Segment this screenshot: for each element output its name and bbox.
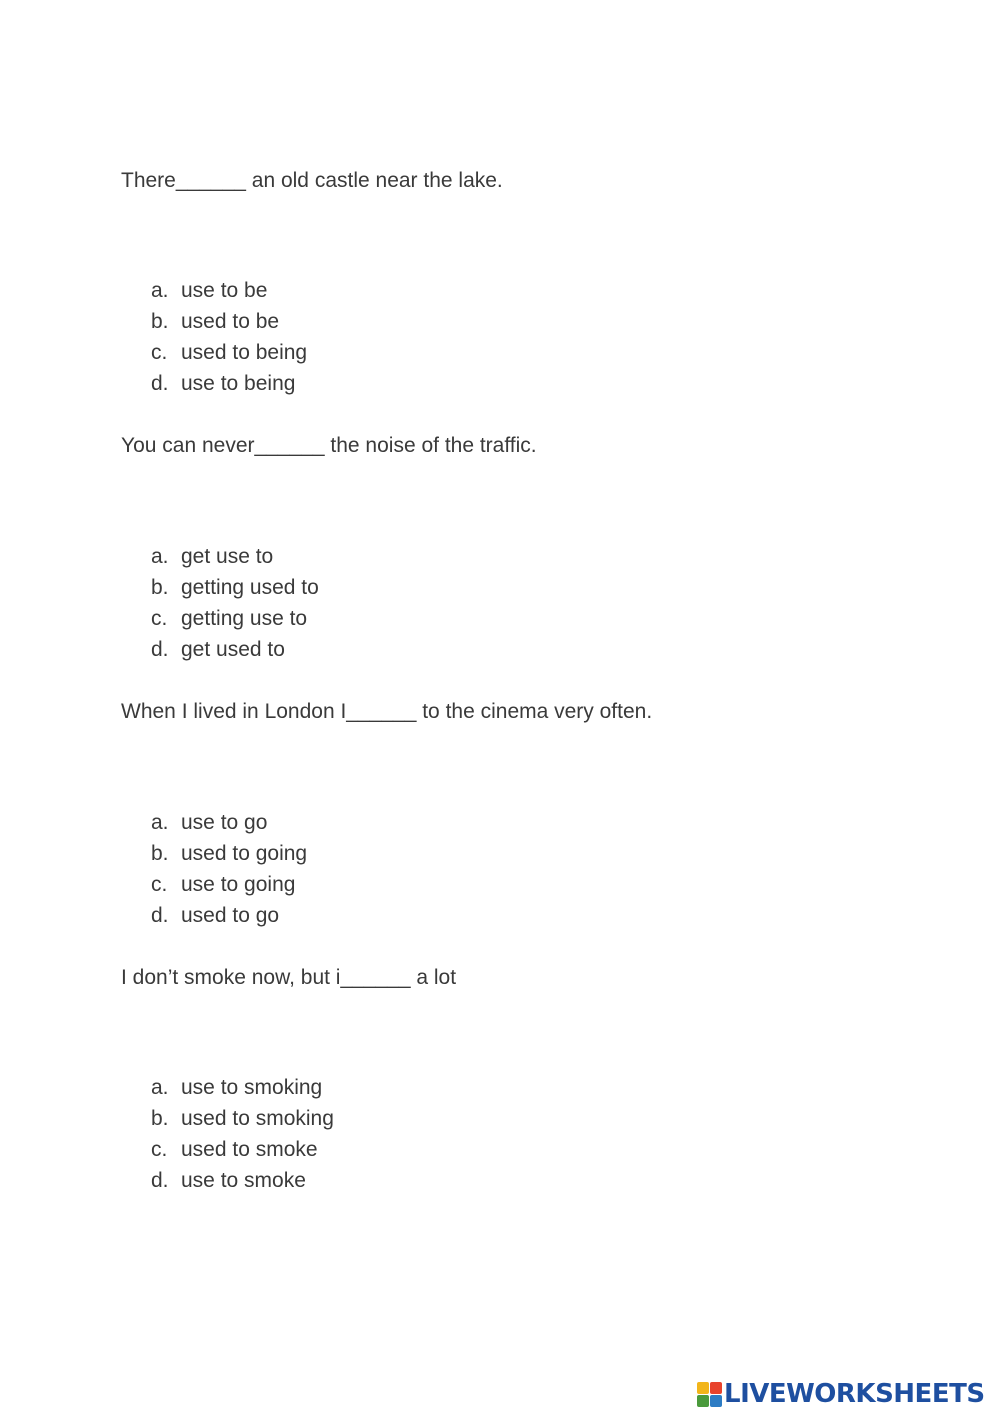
option-letter: a. (151, 545, 169, 568)
option-text: use to going (181, 873, 296, 896)
question-2-option-a[interactable] (151, 541, 319, 572)
logo-square-1 (697, 1382, 709, 1394)
option-text: used to be (181, 310, 280, 333)
option-letter: c. (151, 873, 168, 896)
question-4-option-a[interactable] (151, 1072, 334, 1103)
question-2-option-d[interactable] (151, 634, 319, 665)
option-letter: c. (151, 1138, 168, 1161)
question-3-option-b[interactable] (151, 838, 307, 869)
option-text: get use to (181, 545, 274, 568)
logo-square-2 (710, 1382, 722, 1394)
question-1-text: There______ an old castle near the lake. (121, 169, 503, 192)
option-letter: d. (151, 904, 169, 927)
question-2-option-c[interactable] (151, 603, 319, 634)
question-4-option-b[interactable] (151, 1103, 334, 1134)
question-4-option-c[interactable] (151, 1134, 334, 1165)
question-3-option-a[interactable] (151, 807, 307, 838)
option-letter: d. (151, 372, 169, 395)
option-letter: d. (151, 638, 169, 661)
option-text: use to being (181, 372, 296, 395)
question-1-option-b[interactable] (151, 306, 307, 337)
option-text: used to going (181, 842, 308, 865)
question-4-text: I don’t smoke now, but i______ a lot (121, 966, 457, 989)
question-1-option-a[interactable] (151, 275, 307, 306)
option-letter: b. (151, 842, 169, 865)
option-text: getting used to (181, 576, 319, 599)
option-letter: a. (151, 279, 169, 302)
option-letter: c. (151, 607, 168, 630)
option-text: use to smoking (181, 1076, 323, 1099)
question-3-option-c[interactable] (151, 869, 307, 900)
question-2-option-b[interactable] (151, 572, 319, 603)
option-text: used to smoke (181, 1138, 318, 1161)
logo-square-3 (697, 1395, 709, 1407)
logo-square-4 (710, 1395, 722, 1407)
option-text: use to smoke (181, 1169, 306, 1192)
option-text: used to being (181, 341, 308, 364)
option-letter: a. (151, 1076, 169, 1099)
question-1-options (151, 275, 307, 399)
option-letter: c. (151, 341, 168, 364)
question-1-option-c[interactable] (151, 337, 307, 368)
liveworksheets-logo-icon (697, 1382, 722, 1407)
question-3-text: When I lived in London I______ to the cinema very often. (121, 700, 653, 723)
question-4-option-d[interactable] (151, 1165, 334, 1196)
option-text: used to smoking (181, 1107, 334, 1130)
option-text: use to be (181, 279, 268, 302)
brand-name: LIVEWORKSHEETS (724, 1379, 985, 1409)
option-text: get used to (181, 638, 285, 661)
option-text: use to go (181, 811, 268, 834)
option-letter: a. (151, 811, 169, 834)
question-1-option-d[interactable] (151, 368, 307, 399)
question-2-options (151, 541, 319, 665)
liveworksheets-watermark (697, 1378, 985, 1410)
question-2-text: You can never______ the noise of the traffic. (121, 434, 537, 457)
option-letter: b. (151, 310, 169, 333)
question-3-options (151, 807, 307, 931)
option-text: getting use to (181, 607, 308, 630)
question-3-option-d[interactable] (151, 900, 307, 931)
option-letter: b. (151, 576, 169, 599)
option-letter: d. (151, 1169, 169, 1192)
option-text: used to go (181, 904, 280, 927)
question-4-options (151, 1072, 334, 1196)
option-letter: b. (151, 1107, 169, 1130)
